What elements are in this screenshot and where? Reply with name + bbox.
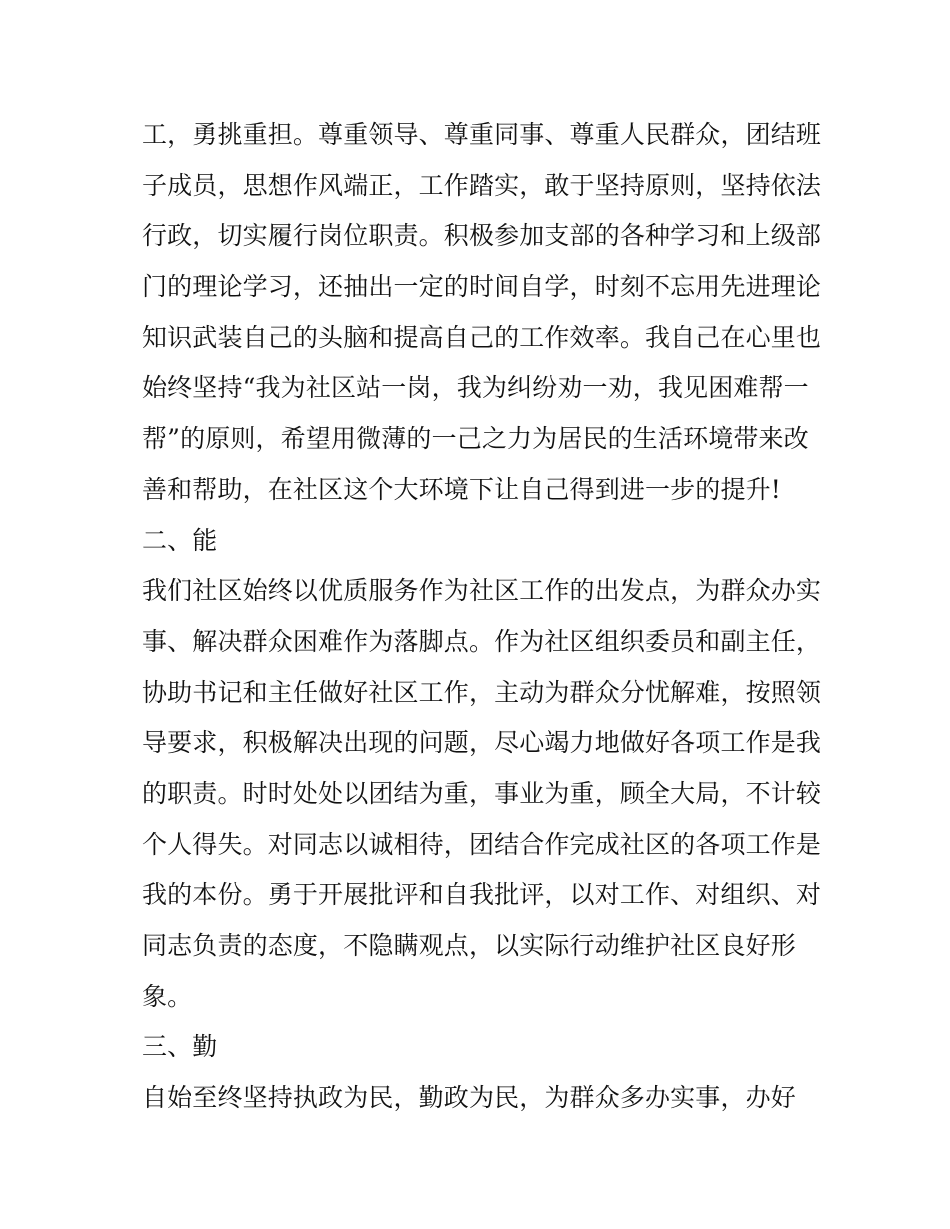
paragraph-line: 善和帮助，在社区这个大环境下让自己得到进一步的提升! [142, 474, 781, 504]
paragraph-line: 我的本份。勇于开展批评和自我批评，以对工作、对组织、对 [142, 880, 822, 910]
paragraph-line: 自始至终坚持执政为民，勤政为民，为群众多办实事，办好 [142, 1083, 796, 1113]
paragraph-line: 工，勇挑重担。尊重领导、尊重同事、尊重人民群众，团结班 [142, 120, 822, 149]
paragraph-line: 事、解决群众困难作为落脚点。作为社区组织委员和副主任， [142, 626, 822, 656]
paragraph-line: 的职责。时时处处以团结为重，事业为重，顾全大局，不计较 [142, 778, 822, 808]
paragraph-line: 导要求，积极解决出现的问题，尽心竭力地做好各项工作是我 [142, 728, 822, 758]
document-body [142, 110, 822, 1124]
paragraph-line: 行政，切实履行岗位职责。积极参加支部的各种学习和上级部 [142, 221, 822, 251]
paragraph-line: 门的理论学习，还抽出一定的时间自学，时刻不忘用先进理论 [142, 272, 822, 302]
paragraph-line: 我们社区始终以优质服务作为社区工作的出发点，为群众办实 [142, 576, 822, 606]
paragraph-line: 同志负责的态度，不隐瞒观点，以实际行动维护社区良好形 [142, 931, 796, 960]
section-heading-neng: 二、能 [142, 525, 218, 555]
paragraph-line: 个人得失。对同志以诚相待，团结合作完成社区的各项工作是 [142, 829, 822, 859]
paragraph-line: 帮”的原则，希望用微薄的一己之力为居民的生活环境带来改 [142, 424, 809, 454]
paragraph-line: 象。 [142, 981, 193, 1011]
paragraph-line: 子成员，思想作风端正，工作踏实，敢于坚持原则，坚持依法 [142, 170, 822, 200]
paragraph-line: 始终坚持“我为社区站一岗，我为纠纷劝一劝，我见困难帮一 [142, 373, 809, 403]
paragraph-line: 协助书记和主任做好社区工作，主动为群众分忧解难，按照领 [142, 677, 822, 707]
paragraph-line: 知识武装自己的头脑和提高自己的工作效率。我自己在心里也 [142, 322, 822, 352]
section-heading-qin: 三、勤 [142, 1032, 218, 1062]
